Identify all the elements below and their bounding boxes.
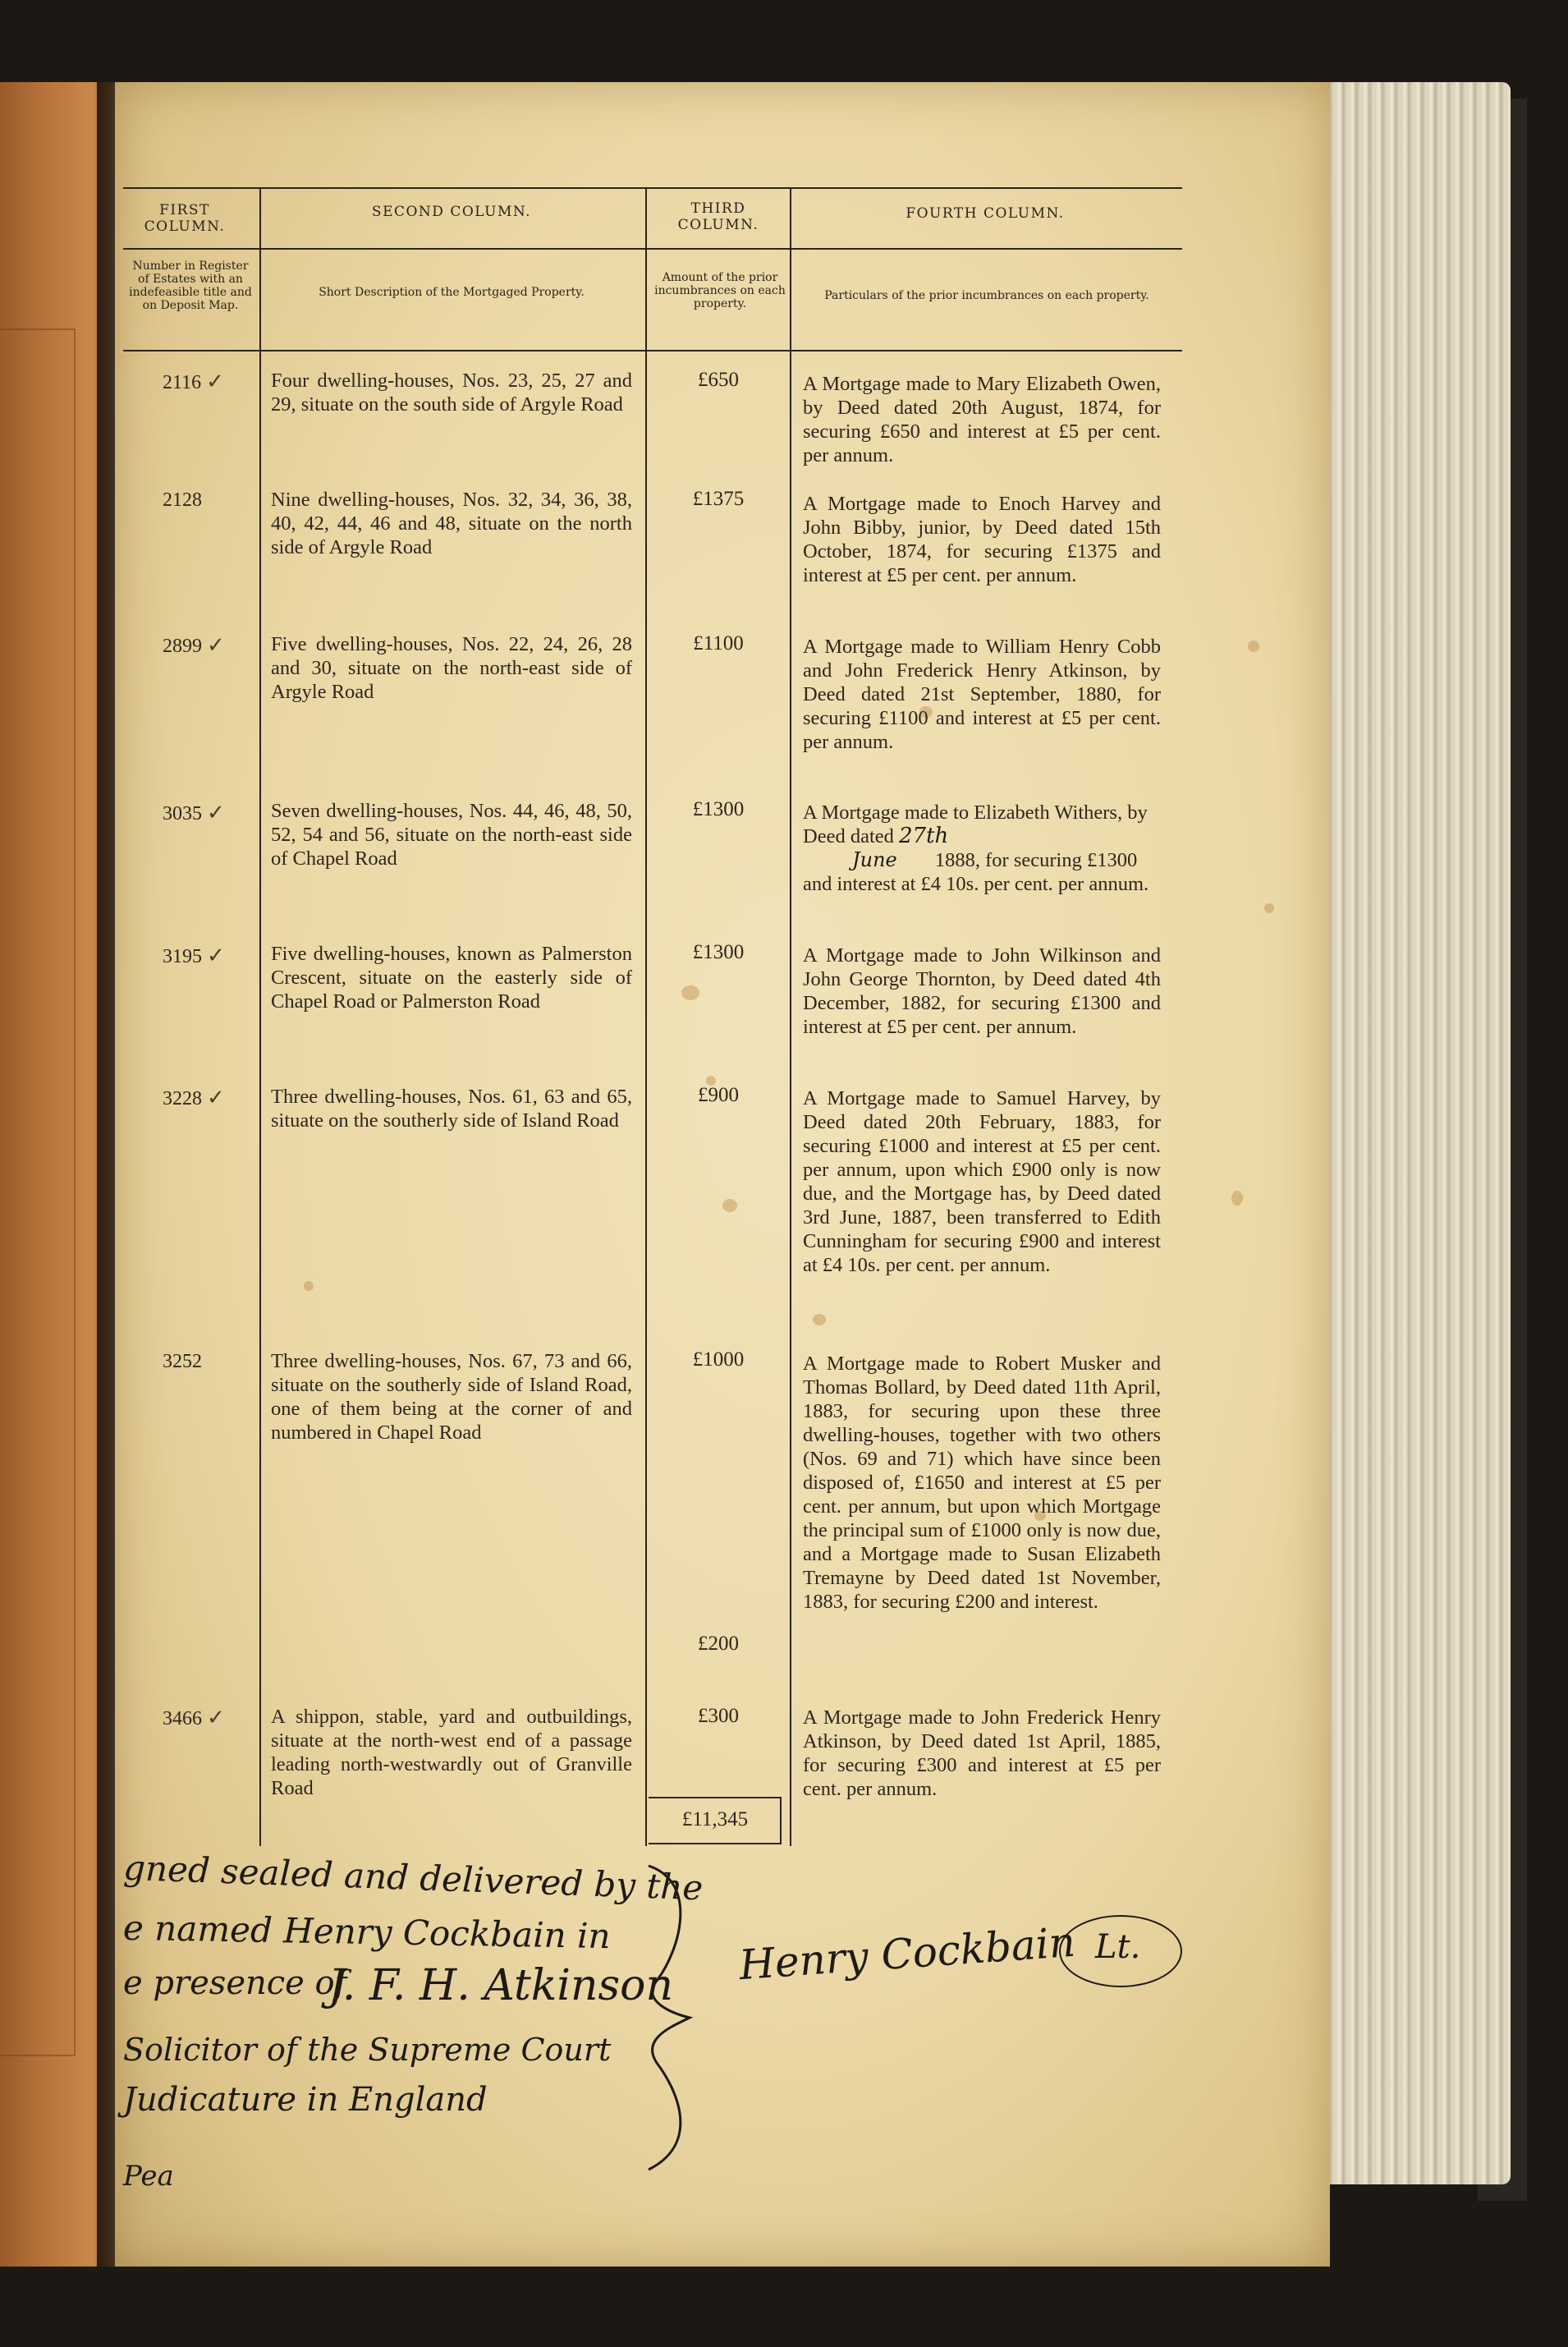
foxing-spot — [722, 1199, 737, 1212]
handwritten-day: 27th — [899, 824, 949, 848]
register-number: 3035 ✓ — [163, 801, 225, 824]
check-mark-icon: ✓ — [207, 801, 225, 824]
foxing-spot — [1264, 903, 1274, 913]
subheader-second-column: Short Description of the Mortgaged Property. — [319, 286, 585, 299]
property-description: Seven dwelling-houses, Nos. 44, 46, 48, 50, 52, 54 and 56, situate on the north-east side of Chapel Road — [271, 800, 632, 870]
foxing-spot — [1231, 1191, 1243, 1206]
total-bottom-rule — [649, 1843, 782, 1844]
check-mark-icon: ✓ — [207, 1706, 225, 1729]
register-number: 3228 ✓ — [163, 1086, 225, 1109]
footer-mark: Pea — [123, 2160, 174, 2193]
incumbrance-particulars: A Mortgage made to Samuel Harvey, by Deed dated 20th February, 1883, for securing £1000 and interest at £5 per cent. per annum, upon which £900 only is now due, and the Mortgage has, by Deed dated 3rd June, 1887, been transferred to Edith Cunningham for securing £900 and interest at £4 10s. per cent. per annum. — [803, 1087, 1161, 1276]
handwritten-month: June — [852, 848, 897, 871]
seal-text: Lt. — [1095, 1928, 1141, 1966]
property-description: Three dwelling-houses, Nos. 67, 73 and 66, situate on the southerly side of Island Road, one of them being at the corner of and numbered in Chapel Road — [271, 1350, 632, 1444]
attestation-line-1: gned sealed and delivered by the — [122, 1847, 704, 1908]
particulars-printed-rest: 1888, for securing £1300 and interest at £4 10s. per cent. per annum. — [803, 849, 1149, 895]
subheader-first-column: Number in Register of Estates with an indefeasible title and on Deposit Map. — [129, 260, 252, 312]
total-right-rule — [780, 1797, 782, 1844]
witness-signature: J. F. H. Atkinson — [328, 1961, 673, 2010]
incumbrance-particulars: A Mortgage made to John Wilkinson and John George Thornton, by Deed dated 4th December, 1882, for securing £1300 and interest at £5 per cent. per annum. — [803, 944, 1161, 1038]
attestation-line-5: Judicature in England — [123, 2081, 488, 2119]
table-top-rule — [123, 187, 1182, 189]
column-divider-3 — [790, 187, 791, 1846]
check-mark-icon: ✓ — [207, 944, 225, 967]
header-bottom-rule — [123, 350, 1182, 351]
property-description: Five dwelling-houses, Nos. 22, 24, 26, 28 and 30, situate on the north-east side of Argyle Road — [271, 633, 632, 703]
property-description: Nine dwelling-houses, Nos. 32, 34, 36, 38, 40, 42, 44, 46 and 48, situate on the north side of Argyle Road — [271, 489, 632, 558]
register-number: 3195 ✓ — [163, 944, 225, 967]
header-divider-rule — [123, 248, 1182, 250]
incumbrance-particulars: A Mortgage made to William Henry Cobb and John Frederick Henry Atkinson, by Deed dated 21st September, 1880, for securing £1100 and interest at £5 per cent. per annum. — [803, 636, 1161, 753]
column-divider-2 — [645, 187, 647, 1846]
header-second-column: SECOND COLUMN. — [371, 204, 532, 220]
foxing-spot — [813, 1314, 826, 1325]
subheader-third-column: Amount of the prior incumbrances on each property. — [654, 271, 786, 310]
register-number: 2899 ✓ — [163, 633, 225, 657]
header-third-column: THIRD COLUMN. — [677, 200, 759, 233]
incumbrance-amount: £650 — [698, 369, 739, 391]
signatory-signature: Henry Cockbain — [737, 1918, 1077, 1990]
check-mark-icon: ✓ — [206, 370, 224, 393]
header-first-column: FIRST COLUMN. — [144, 202, 226, 235]
property-description: A shippon, stable, yard and outbuildings, situate at the north-west end of a passage leading north-westwardly out of Granville Road — [271, 1706, 632, 1799]
incumbrance-amount: £1000 — [692, 1348, 745, 1371]
attestation-line-4: Solicitor of the Supreme Court — [123, 2032, 612, 2068]
incumbrance-particulars: A Mortgage made to Mary Elizabeth Owen, by Deed dated 20th August, 1874, for securing £650 and interest at £5 per cent. per annum. — [803, 373, 1161, 466]
incumbrance-amount: £1100 — [693, 632, 744, 654]
incumbrance-particulars — [803, 801, 1161, 896]
incumbrance-particulars: A Mortgage made to Enoch Harvey and John Bibby, junior, by Deed dated 15th October, 1874, for securing £1375 and interest at £5 per cent. per annum. — [803, 493, 1161, 586]
incumbrance-particulars: A Mortgage made to John Frederick Henry Atkinson, by Deed dated 1st April, 1885, for securing £300 and interest at £5 per cent. per annum. — [803, 1706, 1161, 1800]
register-number: 3252 — [163, 1351, 202, 1372]
total-top-rule — [649, 1797, 782, 1798]
register-number: 2128 — [163, 489, 202, 511]
check-mark-icon: ✓ — [207, 633, 225, 657]
incumbrance-amount: £300 — [698, 1705, 739, 1727]
check-mark-icon: ✓ — [207, 1086, 225, 1109]
register-number: 3466 ✓ — [163, 1706, 225, 1729]
incumbrance-amount-second: £200 — [698, 1633, 739, 1655]
incumbrance-particulars: A Mortgage made to Robert Musker and Thomas Bollard, by Deed dated 11th April, 1883, for securing upon these three dwelling-houses, together with two others (Nos. 69 and 71) which have since been disposed of, £1650 and interest at £5 per cent. per annum, but upon which Mortgage the principal sum of £1000 only is now due, and a Mortgage made to Susan Elizabeth Tremayne by Deed dated 1st November, 1883, for securing £200 and interest. — [803, 1353, 1161, 1613]
incumbrance-amount: £900 — [698, 1084, 739, 1106]
page-stack-edge — [1322, 82, 1511, 2184]
incumbrance-amount: £1300 — [692, 798, 745, 820]
particulars-printed: A Mortgage made to Elizabeth Withers, by Deed dated — [803, 801, 1148, 847]
attestation-brace-icon — [624, 1858, 722, 2178]
header-fourth-column: FOURTH COLUMN. — [905, 205, 1065, 222]
attestation-line-2: e named Henry Cockbain in — [122, 1907, 611, 1957]
register-number: 2116 ✓ — [163, 370, 224, 393]
total-amount: £11,345 — [681, 1808, 749, 1830]
attestation-line-3: e presence of — [123, 1964, 347, 2002]
foxing-spot — [681, 985, 699, 1000]
incumbrance-amount: £1375 — [692, 488, 745, 510]
property-description: Three dwelling-houses, Nos. 61, 63 and 65, situate on the southerly side of Island Road — [271, 1086, 632, 1132]
left-cover-rule — [0, 328, 76, 2056]
property-description: Five dwelling-houses, known as Palmerston Crescent, situate on the easterly side of Chapel Road or Palmerston Road — [271, 943, 632, 1013]
subheader-fourth-column: Particulars of the prior incumbrances on each property. — [824, 289, 1149, 302]
foxing-spot — [304, 1281, 314, 1291]
column-divider-1 — [259, 187, 261, 1846]
incumbrance-amount: £1300 — [692, 941, 745, 963]
property-description: Four dwelling-houses, Nos. 23, 25, 27 and 29, situate on the south side of Argyle Road — [271, 370, 632, 416]
foxing-spot — [1248, 641, 1259, 652]
